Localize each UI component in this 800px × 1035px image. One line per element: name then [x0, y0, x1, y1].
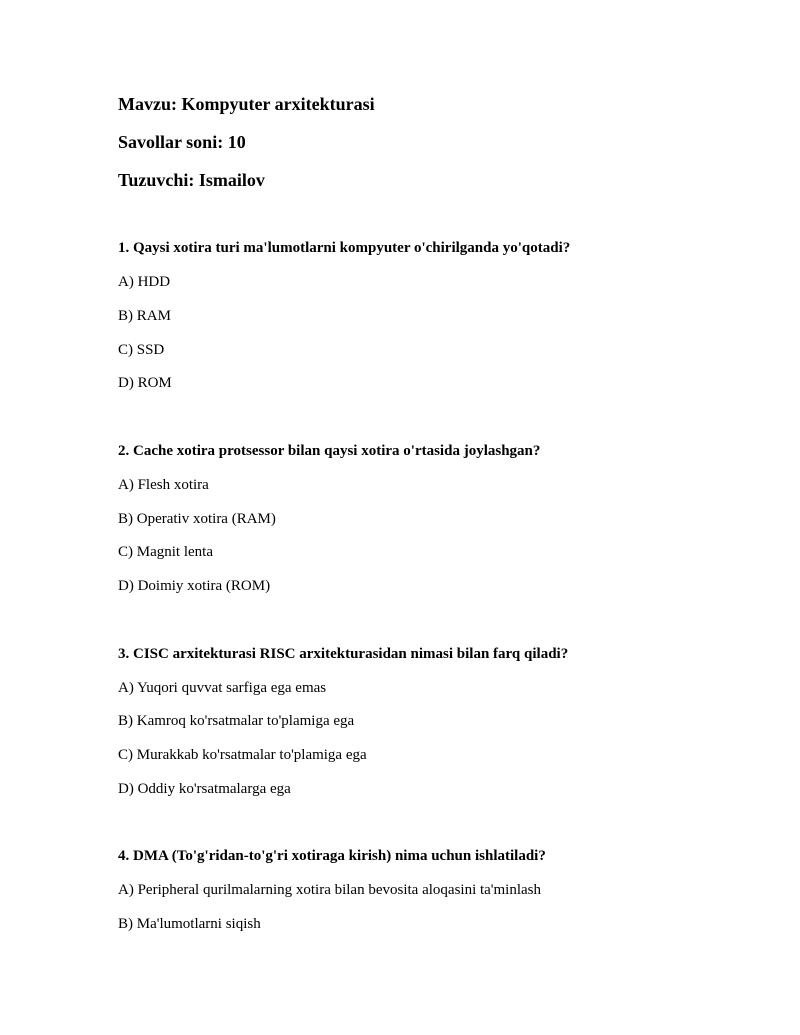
- question-text: 1. Qaysi xotira turi ma'lumotlarni kompyuter o'chirilganda yo'qotadi?: [118, 240, 571, 256]
- option-d: D) Oddiy ko'rsatmalarga ega: [118, 781, 291, 797]
- option-a: A) Flesh xotira: [118, 477, 209, 493]
- option-b: B) Kamroq ko'rsatmalar to'plamiga ega: [118, 713, 355, 729]
- option-b: B) RAM: [118, 308, 171, 324]
- question-text: 3. CISC arxitekturasi RISC arxitekturasidan nimasi bilan farq qiladi?: [118, 646, 569, 662]
- question-text: 2. Cache xotira protsessor bilan qaysi xotira o'rtasida joylashgan?: [118, 443, 541, 459]
- author-line: Tuzuvchi: Ismailov: [118, 170, 265, 190]
- option-b: B) Ma'lumotlarni siqish: [118, 916, 261, 932]
- option-c: C) Magnit lenta: [118, 544, 213, 560]
- option-d: D) Doimiy xotira (ROM): [118, 578, 271, 594]
- topic-heading: Mavzu: Kompyuter arxitekturasi: [118, 94, 375, 114]
- option-a: A) Yuqori quvvat sarfiga ega emas: [118, 680, 327, 696]
- option-b: B) Operativ xotira (RAM): [118, 511, 276, 527]
- question-count: Savollar soni: 10: [118, 132, 246, 152]
- option-c: C) Murakkab ko'rsatmalar to'plamiga ega: [118, 747, 367, 763]
- option-c: C) SSD: [118, 342, 165, 358]
- option-d: D) ROM: [118, 375, 172, 391]
- option-a: A) Peripheral qurilmalarning xotira bilan bevosita aloqasini ta'minlash: [118, 882, 542, 898]
- question-text: 4. DMA (To'g'ridan-to'g'ri xotiraga kirish) nima uchun ishlatiladi?: [118, 848, 546, 864]
- option-a: A) HDD: [118, 274, 171, 290]
